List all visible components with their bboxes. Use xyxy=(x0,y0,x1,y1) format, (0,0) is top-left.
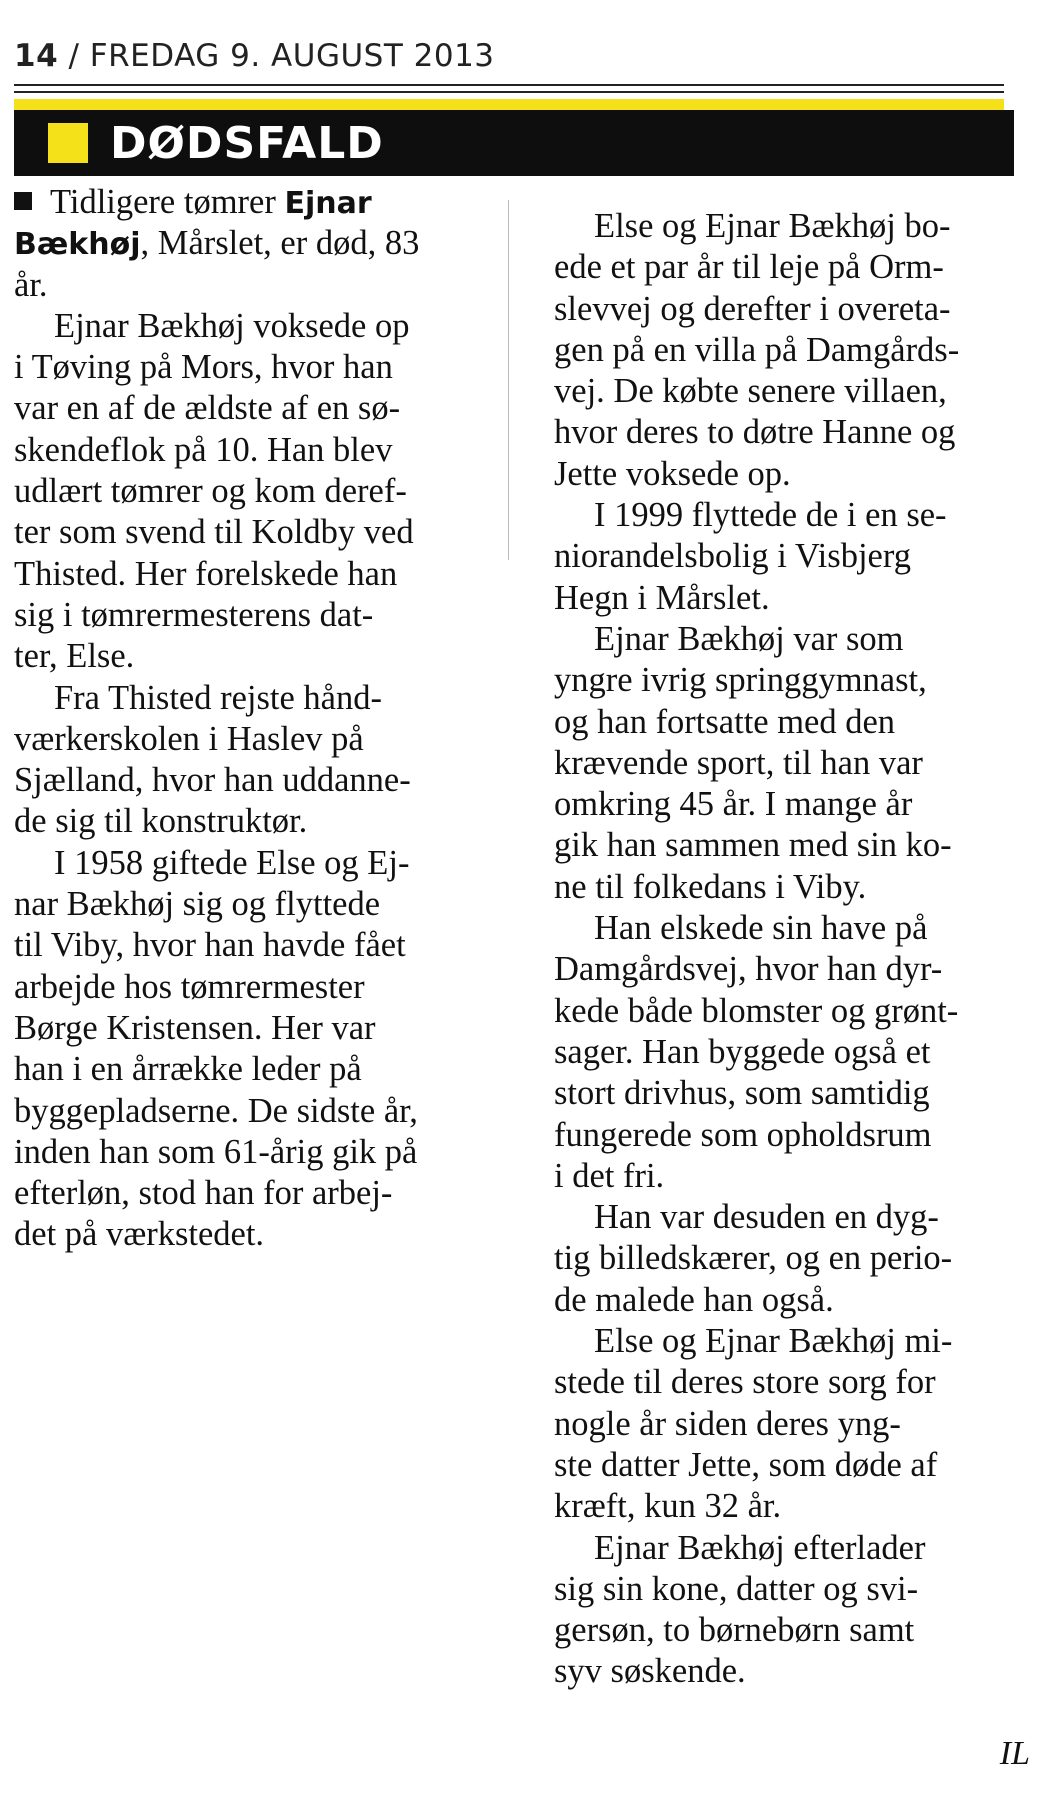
intro-lead: Tidligere tømrer xyxy=(50,183,276,221)
text-line: kede både blomster og grønt- xyxy=(554,991,959,1030)
text-line: Ejnar Bækhøj efterlader xyxy=(594,1528,926,1567)
text-line: Jette voksede op. xyxy=(554,454,791,493)
text-line: i Tøving på Mors, hvor han xyxy=(14,348,393,387)
text-line: Han var desuden en dyg- xyxy=(594,1198,939,1237)
section-banner xyxy=(14,110,1014,176)
text-line: slevvej og derefter i overeta- xyxy=(554,289,951,328)
right-body xyxy=(554,206,1040,1693)
text-line: Damgårdsvej, hvor han dyr- xyxy=(554,950,943,989)
intro-name-first: Ejnar xyxy=(284,186,372,221)
text-line: Sjælland, hvor han uddanne- xyxy=(14,761,411,800)
text-line: vej. De købte senere villaen, xyxy=(554,372,947,411)
text-line: Fra Thisted rejste hånd- xyxy=(54,678,382,717)
text-line: omkring 45 år. I mange år xyxy=(554,785,913,824)
text-line: byggepladserne. De sidste år, xyxy=(14,1091,418,1130)
text-line: Else og Ejnar Bækhøj bo- xyxy=(594,207,951,245)
text-line: syv søskende. xyxy=(554,1652,746,1691)
section-square-icon xyxy=(48,123,88,163)
left-body xyxy=(14,306,494,1256)
intro-line-3 xyxy=(14,265,494,306)
text-line: til Viby, hvor han havde fået xyxy=(14,926,406,965)
text-line: fungerede som opholdsrum xyxy=(554,1115,932,1154)
text-line: han i en årrække leder på xyxy=(14,1050,362,1089)
page-header xyxy=(14,38,495,74)
text-line: sig sin kone, datter og svi- xyxy=(554,1569,919,1608)
text-line: sig i tømrermesterens dat- xyxy=(14,595,374,634)
text-line: arbejde hos tømrermester xyxy=(14,967,365,1006)
header-rule-top xyxy=(14,84,1004,86)
text-line: de sig til konstruktør. xyxy=(14,802,308,841)
header-rule-middle xyxy=(14,91,1004,93)
text-line: Hegn i Mårslet. xyxy=(554,578,770,617)
text-line: og han fortsatte med den xyxy=(554,702,896,741)
text-line: det på værkstedet. xyxy=(14,1215,265,1254)
intro-rest2: år. xyxy=(14,265,48,304)
text-line: nar Bækhøj sig og flyttede xyxy=(14,885,381,924)
right-column xyxy=(554,206,1040,1693)
text-line: stort drivhus, som samtidig xyxy=(554,1074,930,1113)
text-line: stede til deres store sorg for xyxy=(554,1363,936,1402)
text-line: skendeflok på 10. Han blev xyxy=(14,430,393,469)
text-line: krævende sport, til han var xyxy=(554,743,923,782)
text-line: ne til folkedans i Viby. xyxy=(554,867,867,906)
text-line: Ejnar Bækhøj voksede op xyxy=(54,306,410,345)
text-line: tig billedskærer, og en perio- xyxy=(554,1239,953,1278)
text-line: efterløn, stod han for arbej- xyxy=(14,1174,393,1213)
text-line: Else og Ejnar Bækhøj mi- xyxy=(594,1322,953,1361)
text-line: Børge Kristensen. Her var xyxy=(14,1008,376,1047)
bullet-square-icon xyxy=(14,192,32,210)
text-line: de malede han også. xyxy=(554,1280,834,1319)
text-line: ter som svend til Koldby ved xyxy=(14,513,414,552)
text-line: gersøn, to børnebørn samt xyxy=(554,1611,915,1650)
left-column xyxy=(14,182,494,1256)
text-line: Han elskede sin have på xyxy=(594,909,928,948)
text-line: ter, Else. xyxy=(14,637,135,676)
intro-name-last: Bækhøj xyxy=(14,227,141,263)
text-line: i det fri. xyxy=(554,1156,665,1195)
text-line: yngre ivrig springgymnast, xyxy=(554,661,927,700)
text-line: Ejnar Bækhøj var som xyxy=(594,619,904,658)
text-line: hvor deres to døtre Hanne og xyxy=(554,413,956,452)
text-line: niorandelsbolig i Visbjerg xyxy=(554,537,911,576)
text-line: gik han sammen med sin ko- xyxy=(554,826,952,865)
text-line: kræft, kun 32 år. xyxy=(554,1487,782,1526)
page-number: 14 xyxy=(14,38,59,74)
text-line: værkerskolen i Haslev på xyxy=(14,719,364,758)
intro-line-2 xyxy=(14,223,494,264)
text-line: I 1958 giftede Else og Ej- xyxy=(54,843,410,882)
text-line: sager. Han byggede også et xyxy=(554,1032,931,1071)
section-title: DØDSFALD xyxy=(110,117,384,169)
page-date: / FREDAG 9. AUGUST 2013 xyxy=(68,38,495,74)
text-line: var en af de ældste af en sø- xyxy=(14,389,401,428)
text-line: Thisted. Her forelskede han xyxy=(14,554,398,593)
author-signature: IL xyxy=(999,1735,1030,1772)
text-line: I 1999 flyttede de i en se- xyxy=(594,496,947,535)
intro-rest: , Mårslet, er død, 83 xyxy=(140,224,420,263)
text-line: ste datter Jette, som døde af xyxy=(554,1445,938,1484)
intro-line-1 xyxy=(14,182,494,223)
text-line: ede et par år til leje på Orm- xyxy=(554,248,944,287)
text-line: inden han som 61-årig gik på xyxy=(14,1132,418,1171)
text-line: udlært tømrer og kom deref- xyxy=(14,472,407,511)
text-line: gen på en villa på Damgårds- xyxy=(554,330,960,369)
text-line: nogle år siden deres yng- xyxy=(554,1404,901,1443)
column-divider xyxy=(508,200,509,560)
